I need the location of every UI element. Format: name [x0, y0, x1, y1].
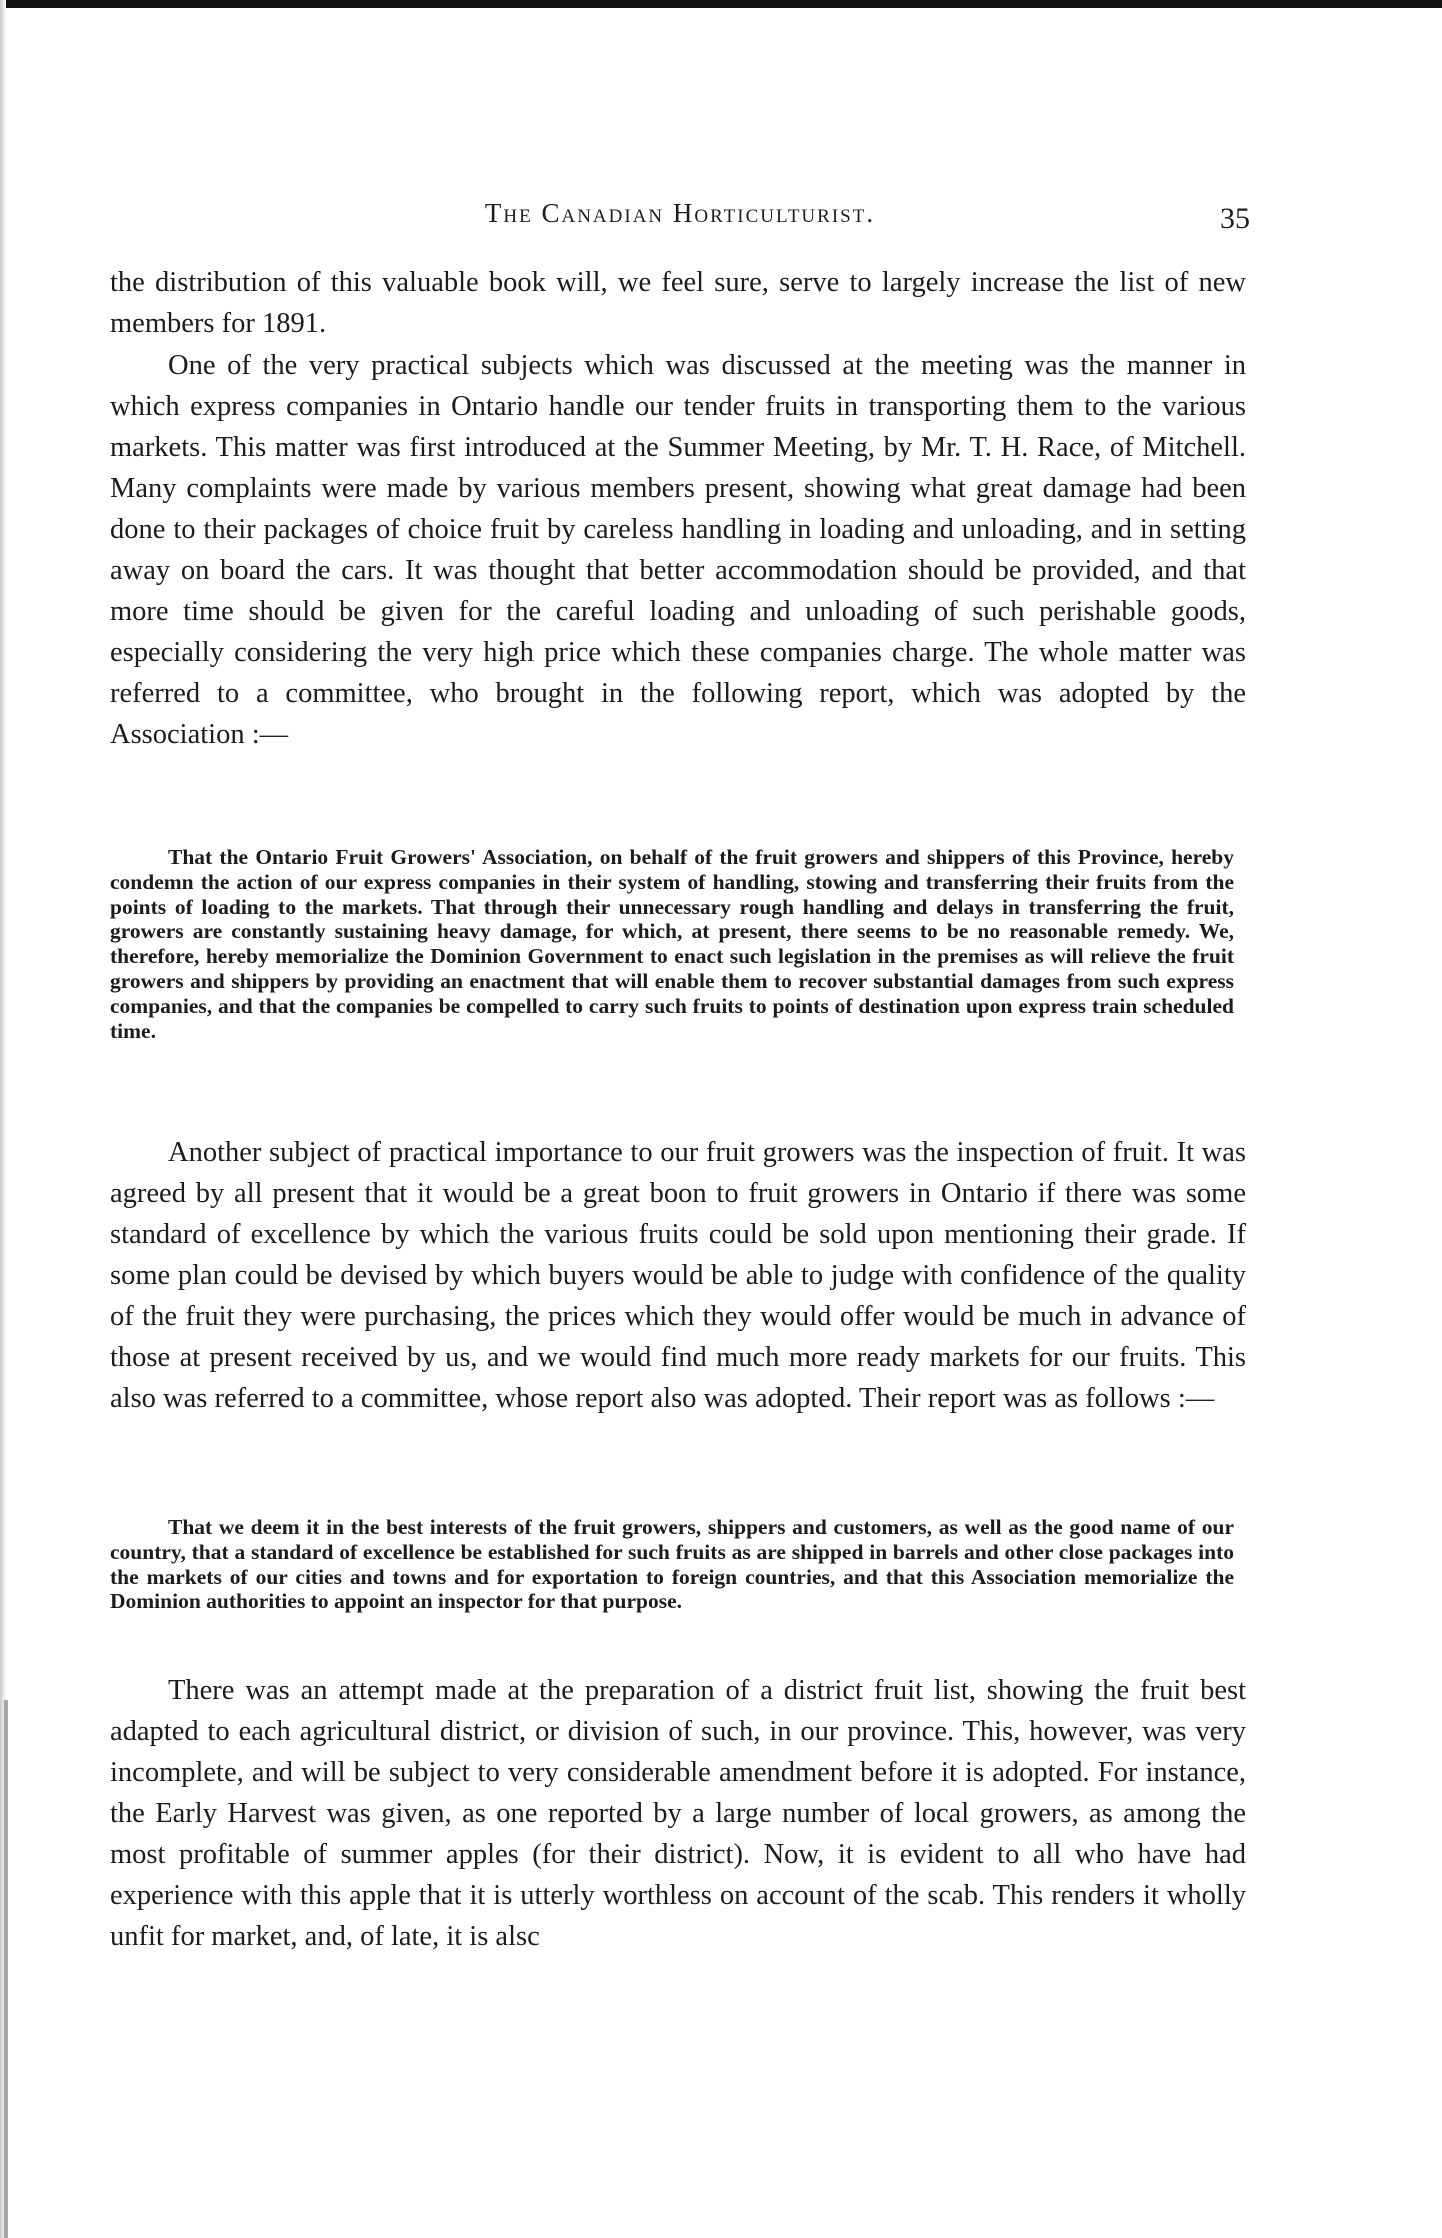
paragraph-district-fruit-list: There was an attempt made at the preparation of a district fruit list, showing the fruit best adapted to each agricultural district, or division of such, in our province. This, however, was very incomplete, and will be subject to very considerable amendment before it is adopted. For instance, the Early Harvest was given, as one reported by a large number of local growers, as among the most profitable of summer apples (for their district). Now, it is evident to all who have had experience with this apple that it is utterly worthless on account of the scab. This renders it wholly unfit for market, and, of late, it is alsc	[110, 1675, 1246, 1952]
top-border-rule	[0, 0, 1442, 8]
resolution-fruit-inspection: That we deem it in the best interests of the fruit growers, shippers and customers, as well as the good name of our country, that a standard of excellence be established for such fruits as are shipped in barrels and other close packages into the markets of our cities and towns and for exportation to foreign countries, and that this Association memorialize the Dominion authorities to appoint an inspector for that purpose.	[110, 1515, 1234, 1614]
paragraph-express-companies: One of the very practical subjects which was discussed at the meeting was the manner in which express companies in Ontario handle our tender fruits in transporting them to the various markets. This matter was first introduced at the Summer Meeting, by Mr. T. H. Race, of Mitchell. Many complaints were made by various members present, showing what great damage had been done to their packages of choice fruit by careless handling in loading and unloading, and in setting away on board the cars. It was thought that better accommodation should be provided, and that more time should be given for the careful loading and unloading of such perishable goods, especially considering the very high price which these companies charge. The whole matter was referred to a committee, who brought in the following report, which was adopted by the Association :—	[110, 350, 1246, 750]
page-binding-shadow	[4, 1700, 8, 2238]
paragraph-fruit-inspection: Another subject of practical importance to our fruit growers was the inspection of fruit. It was agreed by all present that it would be a great boon to fruit growers in Ontario if there was some standard of excellence by which the various fruits could be sold upon mentioning their grade. If some plan could be devised by which buyers would be able to judge with confidence of the quality of the fruit they were purchasing, the prices which they would offer would be much in advance of those at present received by us, and we would find much more ready markets for our fruits. This also was referred to a committee, whose report also was adopted. Their report was as follows :—	[110, 1137, 1246, 1414]
page-header	[110, 198, 1250, 238]
paragraph-continuation: the distribution of this valuable book will, we feel sure, serve to largely increase the list of new members for 1891.	[110, 267, 1246, 339]
running-title: The Canadian Horticulturist.	[484, 198, 876, 228]
page-number: 35	[1220, 202, 1250, 235]
resolution-express-companies: That the Ontario Fruit Growers' Association, on behalf of the fruit growers and shippers of this Province, hereby condemn the action of our express companies in their system of handling, stowing and transferring their fruits from the points of loading to the markets. That through their unnecessary rough handling and delays in transferring the fruit, growers are constantly sustaining heavy damage, for which, at present, there seems to be no reasonable remedy. We, therefore, hereby memorialize the Dominion Government to enact such legislation in the premises as will relieve the fruit growers and shippers by providing an enactment that will enable them to recover substantial damages from such express companies, and that the companies be compelled to carry such fruits to points of destination upon express train scheduled time.	[110, 845, 1234, 1043]
